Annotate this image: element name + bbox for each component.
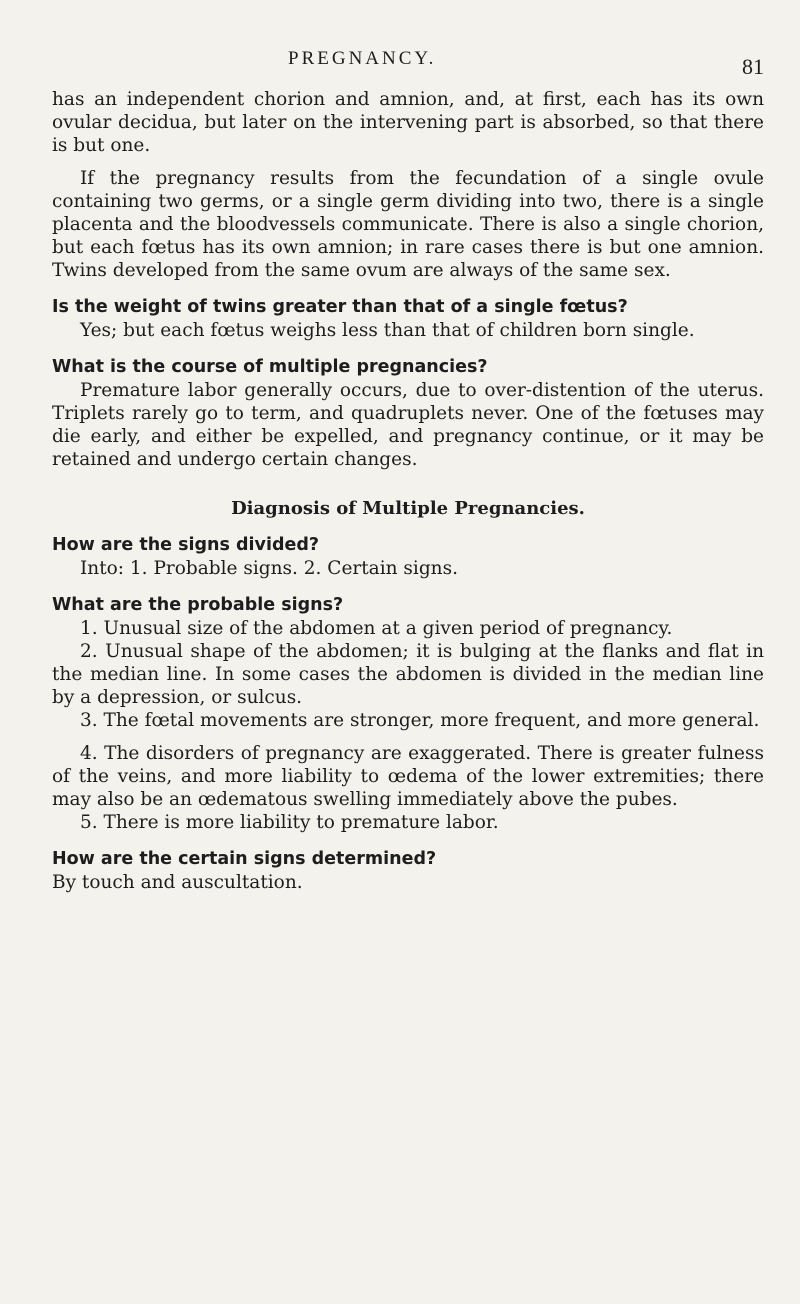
sign-item-1: 1. Unusual size of the abdomen at a given period of pregnancy. <box>80 618 673 639</box>
book-page <box>52 48 764 894</box>
sign-item-2: 2. Unusual shape of the abdomen; it is bulging at the flanks and flat in the median line. In some cases the abdomen is divided in the median line by a depression, or sulcus. <box>52 641 764 708</box>
paragraph-single-ovule: If the pregnancy results from the fecundation of a single ovule containing two germs, or a single germ dividing into two, there is a single placenta and the bloodvessels communicate. There is also a single chorion, but each fœtus has its own amnion; in rare cases there is but one amnion. Twins developed from the same ovum are always of the same sex. <box>52 168 764 281</box>
section-title-diagnosis: Diagnosis of Multiple Pregnancies. <box>231 498 585 519</box>
page-number: 81 <box>742 54 764 79</box>
answer-signs-divided: Into: 1. Probable signs. 2. Certain signs. <box>80 558 458 579</box>
question-certain-signs: How are the certain signs determined? <box>52 849 437 869</box>
question-twin-weight: Is the weight of twins greater than that of a single fœtus? <box>52 297 628 317</box>
answer-twin-weight: Yes; but each fœtus weighs less than that of children born single. <box>80 320 695 341</box>
page-header <box>52 48 764 88</box>
question-probable-signs: What are the probable signs? <box>52 595 344 615</box>
answer-course-multiple: Premature labor generally occurs, due to over-distention of the uterus. Triplets rarely go to term, and quadruplets never. One of the fœtuses may die early, and either be expelled, and pregnancy continue, or it may be retained and undergo certain changes. <box>52 380 764 470</box>
running-head: PREGNANCY. <box>288 48 437 69</box>
question-course-multiple: What is the course of multiple pregnancies? <box>52 357 488 377</box>
answer-certain-signs: By touch and auscultation. <box>52 872 303 893</box>
sign-item-4: 4. The disorders of pregnancy are exaggerated. There is greater fulness of the veins, and more liability to œdema of the lower extremities; there may also be an œdematous swelling immediately above the pubes. <box>52 743 764 810</box>
question-signs-divided: How are the signs divided? <box>52 535 320 555</box>
sign-item-3: 3. The fœtal movements are stronger, more frequent, and more general. <box>80 710 760 731</box>
paragraph-continuation: has an independent chorion and amnion, and, at first, each has its own ovular decidua, but later on the intervening part is absorbed, so that there is but one. <box>52 89 764 156</box>
sign-item-5: 5. There is more liability to premature labor. <box>80 812 499 833</box>
